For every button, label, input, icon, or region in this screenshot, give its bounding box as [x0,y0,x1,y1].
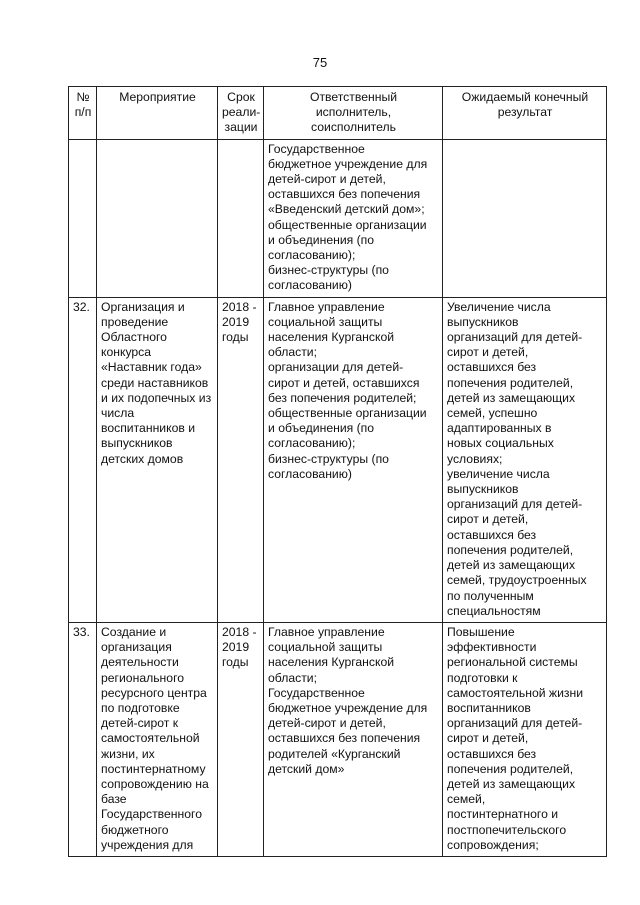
header-term: Срок реали- зации [218,87,264,140]
header-result: Ожидаемый конечный результат [443,87,607,140]
cell-result [443,139,607,297]
header-activity: Мероприятие [97,87,218,140]
cell-result: Увеличение числа выпускников организаций для детей- сирот и детей, оставшихся без попечения родителей, детей из замещающих семей, успешно адаптированных в новых социальных условиях; увеличение числа выпускников организаций для детей- сирот и детей, оставшихся без попечения родителей, детей из замещающих семей, трудоустроенных по полученным специальностям [443,297,607,622]
table-row [69,622,607,856]
table-row [69,139,607,297]
cell-term: 2018 - 2019 годы [218,622,264,856]
page-number: 75 [312,55,328,70]
cell-result: Повышение эффективности региональной системы подготовки к самостоятельной жизни воспитанников организаций для детей- сирот и детей, оставшихся без попечения родителей, детей из замещающих семей, постинтернатного и постпопечительского сопровождения; [443,622,607,856]
cell-num: 32. [69,297,97,622]
cell-num [69,139,97,297]
table-row [69,297,607,622]
cell-term [218,139,264,297]
activities-table [68,86,607,857]
header-num: № п/п [69,87,97,140]
cell-responsible: Государственное бюджетное учреждение для детей-сирот и детей, оставшихся без попечения «Введенский детский дом»; общественные организации и объединения (по согласованию); бизнес-структуры (по согласованию) [264,139,443,297]
header-responsible: Ответственный исполнитель, соисполнитель [264,87,443,140]
cell-responsible: Главное управление социальной защиты населения Курганской области; организации для детей- сирот и детей, оставшихся без попечения родителей; общественные организации и объединения (по согласованию); бизнес-структуры (по согласованию) [264,297,443,622]
cell-term: 2018 - 2019 годы [218,297,264,622]
cell-num: 33. [69,622,97,856]
cell-activity [97,139,218,297]
cell-activity: Организация и проведение Областного конкурса «Наставник года» среди наставников и их подопечных из числа воспитанников и выпускников детских домов [97,297,218,622]
cell-activity: Создание и организация деятельности регионального ресурсного центра по подготовке детей-сирот к самостоятельной жизни, их постинтернатному сопровождению на базе Государственного бюджетного учреждения для [97,622,218,856]
table-header-row [69,87,607,140]
cell-responsible: Главное управление социальной защиты населения Курганской области; Государственное бюджетное учреждение для детей-сирот и детей, оставшихся без попечения родителей «Курганский детский дом» [264,622,443,856]
